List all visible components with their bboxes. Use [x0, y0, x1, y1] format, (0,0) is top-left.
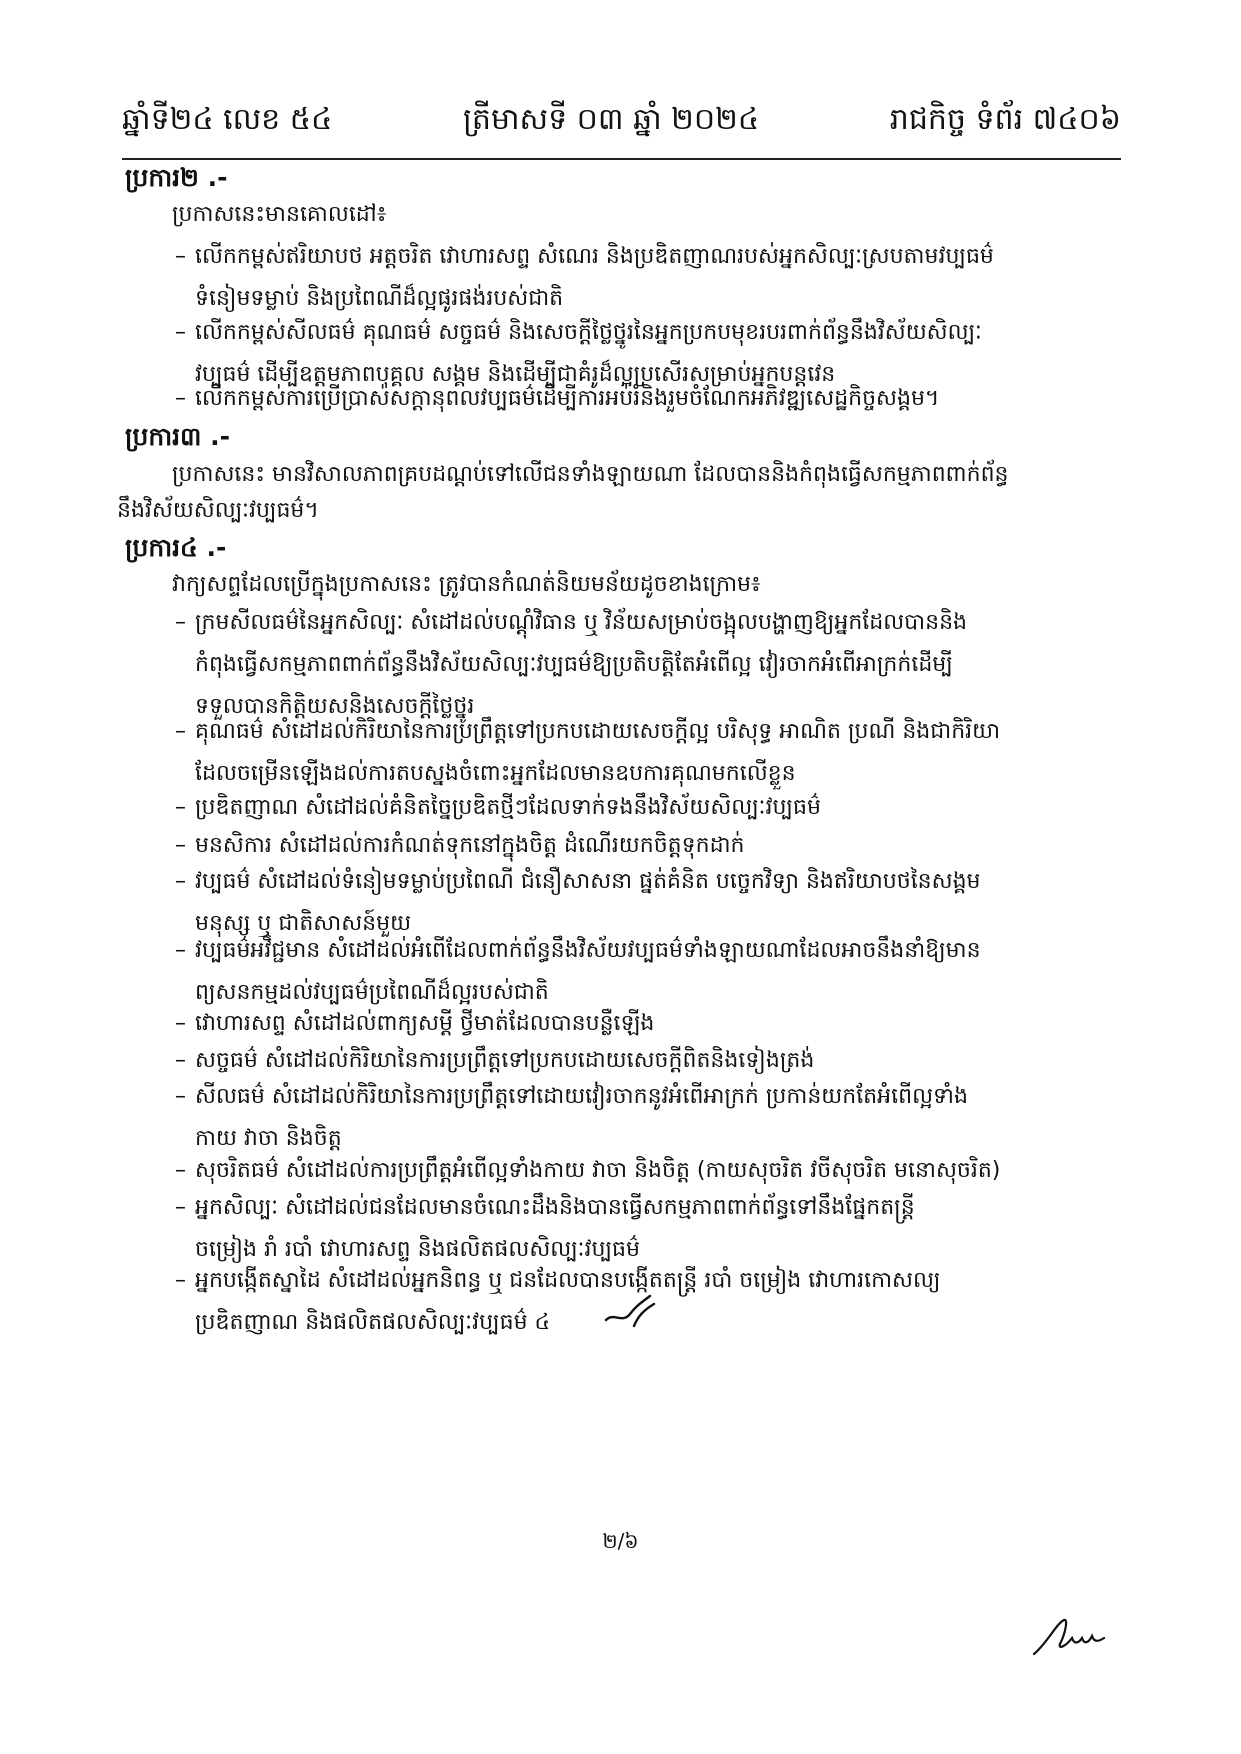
- header-quarter: ត្រីមាសទី ០៣ ឆ្នាំ ២០២៤: [462, 102, 760, 137]
- page-number: ២/៦: [602, 1529, 639, 1553]
- definition-line: ព្យសនកម្មដល់វប្បធម៌ប្រពៃណីដ៏ល្អរបស់ជាតិ: [195, 980, 549, 1005]
- signature-icon: [1030, 1612, 1110, 1662]
- definition-line: ក្រមសីលធម៌នៃអ្នកសិល្បៈ សំដៅដល់បណ្តុំវិធាន ឬ វិន័យសម្រាប់ចង្អុលបង្ហាញឱ្យអ្នកដែលបាននិង: [195, 610, 968, 635]
- page-header: [122, 92, 1121, 152]
- article-2-item-1-line-2: ទំនៀមទម្លាប់ និងប្រពៃណីដ៏ល្អផូរផង់របស់ជាតិ: [195, 286, 564, 311]
- definition-morality: – សីលធម៌ សំដៅដល់កិរិយានៃការប្រព្រឹត្តទៅដោយវៀរចាកនូវអំពើអាក្រក់ ប្រកាន់យកតែអំពើល្អទាំង កាយ វាចា និងចិត្ត: [195, 1076, 968, 1160]
- article-4-heading: ប្រការ៤ .-: [125, 533, 227, 562]
- article-2-item-1-line-1: លើកកម្ពស់ឥរិយាបថ អត្តចរិត វោហារសព្ទ សំណេរ និងប្រឌិតញាណរបស់អ្នកសិល្បៈស្របតាមវប្បធម៌: [195, 244, 994, 269]
- article-2-item-1: – លើកកម្ពស់ឥរិយាបថ អត្តចរិត វោហារសព្ទ សំណេរ និងប្រឌិតញាណរបស់អ្នកសិល្បៈស្របតាមវប្បធម៌ ទំនៀមទម្លាប់ និងប្រពៃណីដ៏ល្អផូរផង់របស់ជាតិ: [195, 236, 994, 320]
- article-3-heading: ប្រការ៣ .-: [125, 422, 230, 451]
- article-2-item-2: – លើកកម្ពស់សីលធម៌ គុណធម៌ សច្ចធម៌ និងសេចក្តីថ្លៃថ្នូរនៃអ្នកប្រកបមុខរបរពាក់ព័ន្ធនឹងវិស័យសិល្បៈ វប្បធម៌ ដើម្បីឧត្តមភាពបុគ្គល សង្គម និងដើម្បីជាគំរូដ៏ល្អប្រសើរសម្រាប់អ្នកបន្តវេន: [195, 312, 982, 396]
- definition-line: ប្រឌិតញាណ និងផលិតផលសិល្បៈវប្បធម៌ ៤: [195, 1310, 551, 1335]
- definition-line: ទទួលបានកិត្តិយសនិងសេចក្តីថ្លៃថ្នូរ: [195, 694, 475, 719]
- definition-speech: – វោហារសព្ទ សំដៅដល់ពាក្យសម្តី ថ្វីមាត់ដែលបានបន្លឺឡើង: [195, 1003, 654, 1045]
- article-2-item-2-line-2: វប្បធម៌ ដើម្បីឧត្តមភាពបុគ្គល សង្គម និងដើម្បីជាគំរូដ៏ល្អប្រសើរសម្រាប់អ្នកបន្តវេន: [195, 362, 836, 387]
- definition-artist: – អ្នកសិល្បៈ សំដៅដល់ជនដែលមានចំណេះដឹងនិងបានធ្វើសកម្មភាពពាក់ព័ន្ធទៅនឹងផ្នែកតន្ត្រី ចម្រៀង រាំ របាំ វោហារសព្ទ និងផលិតផលសិល្បៈវប្បធម៌: [195, 1187, 915, 1271]
- definition-line: អ្នកសិល្បៈ សំដៅដល់ជនដែលមានចំណេះដឹងនិងបានធ្វើសកម្មភាពពាក់ព័ន្ធទៅនឹងផ្នែកតន្ត្រី: [195, 1195, 915, 1220]
- definition-line: កំពុងធ្វើសកម្មភាពពាក់ព័ន្ធនឹងវិស័យសិល្បៈវប្បធម៌ឱ្យប្រតិបត្តិតែអំពើល្អ វៀរចាកអំពើអាក្រក់ដើម្បី: [195, 652, 953, 677]
- definition-line: អ្នកបង្កើតស្នាដៃ សំដៅដល់អ្នកនិពន្ធ ឬ ជនដែលបានបង្កើតតន្ត្រី របាំ ចម្រៀង វោហារកោសល្យ: [195, 1268, 941, 1293]
- article-4-intro: វាក្យសព្ទដែលប្រើក្នុងប្រកាសនេះ ត្រូវបានកំណត់និយមន័យដូចខាងក្រោម៖: [172, 572, 761, 597]
- definition-line: សីលធម៌ សំដៅដល់កិរិយានៃការប្រព្រឹត្តទៅដោយវៀរចាកនូវអំពើអាក្រក់ ប្រកាន់យកតែអំពើល្អទាំង: [195, 1084, 968, 1109]
- definition-creativity: – ប្រឌិតញាណ សំដៅដល់គំនិតច្នៃប្រឌិតថ្មីៗដែលទាក់ទងនឹងវិស័យសិល្បៈវប្បធម៌: [195, 787, 821, 829]
- definition-line: ដែលចម្រើនឡើងដល់ការតបស្នងចំពោះអ្នកដែលមានឧបការគុណមកលើខ្លួន: [195, 761, 796, 786]
- definition-negative-culture: – វប្បធម៌អវិជ្ជមាន សំដៅដល់អំពើដែលពាក់ព័ន្ធនឹងវិស័យវប្បធម៌ទាំងឡាយណាដែលអាចនឹងនាំឱ្យមាន ព្យសនកម្មដល់វប្បធម៌ប្រពៃណីដ៏ល្អរបស់ជាតិ: [195, 930, 981, 1014]
- definition-line: មនសិការ សំដៅដល់ការកំណត់ទុកនៅក្នុងចិត្ត ដំណើរយកចិត្តទុកដាក់: [195, 833, 745, 858]
- article-3-line-1: ប្រកាសនេះ មានវិសាលភាពគ្របដណ្តប់ទៅលើជនទាំងឡាយណា ដែលបាននិងកំពុងធ្វើសកម្មភាពពាក់ព័ន្ធ: [172, 462, 1009, 487]
- header-issue: ឆ្នាំទី២៤ លេខ ៥៤: [122, 102, 333, 137]
- definition-line: វប្បធម៌ សំដៅដល់ទំនៀមទម្លាប់ប្រពៃណី ជំនឿសាសនា ផ្នត់គំនិត បច្ចេកវិទ្យា និងឥរិយាបថនៃសង្គម: [195, 869, 981, 894]
- article-2-item-3-line-1: លើកកម្ពស់ការប្រើប្រាស់សក្តានុពលវប្បធម៌ដើម្បីការអប់រំនិងរួមចំណែកអភិវឌ្ឍសេដ្ឋកិច្ចសង្គម។: [195, 386, 940, 411]
- article-2-heading: ប្រការ២ .-: [125, 163, 228, 192]
- header-page-ref: រាជកិច្ច ទំព័រ ៧៤០៦: [889, 102, 1121, 137]
- article-2-intro: ប្រកាសនេះមានគោលដៅ៖: [172, 202, 387, 227]
- definition-culture: – វប្បធម៌ សំដៅដល់ទំនៀមទម្លាប់ប្រពៃណី ជំនឿសាសនា ផ្នត់គំនិត បច្ចេកវិទ្យា និងឥរិយាបថនៃសង្គម មនុស្ស ឬ ជាតិសាសន៍មួយ: [195, 861, 981, 945]
- definition-line: សុចរិតធម៌ សំដៅដល់ការប្រព្រឹត្តអំពើល្អទាំងកាយ វាចា និងចិត្ត (កាយសុចរិត វចីសុចរិត មនោសុចរិត): [195, 1158, 1001, 1183]
- definition-line: កាយ វាចា និងចិត្ត: [195, 1126, 342, 1151]
- definition-line: វោហារសព្ទ សំដៅដល់ពាក្យសម្តី ថ្វីមាត់ដែលបានបន្លឺឡើង: [195, 1011, 655, 1036]
- definition-conscience: – មនសិការ សំដៅដល់ការកំណត់ទុកនៅក្នុងចិត្ត ដំណើរយកចិត្តទុកដាក់: [195, 825, 744, 867]
- definition-line: វប្បធម៌អវិជ្ជមាន សំដៅដល់អំពើដែលពាក់ព័ន្ធនឹងវិស័យវប្បធម៌ទាំងឡាយណាដែលអាចនឹងនាំឱ្យមាន: [195, 938, 981, 963]
- article-2-item-2-line-1: លើកកម្ពស់សីលធម៌ គុណធម៌ សច្ចធម៌ និងសេចក្តីថ្លៃថ្នូរនៃអ្នកប្រកបមុខរបរពាក់ព័ន្ធនឹងវិស័យសិល្បៈ: [195, 320, 982, 345]
- header-divider: [122, 158, 1121, 160]
- definition-truthfulness: – សច្ចធម៌ សំដៅដល់កិរិយានៃការប្រព្រឹត្តទៅប្រកបដោយសេចក្តីពិតនិងទៀងត្រង់: [195, 1040, 814, 1082]
- initial-mark-icon: [600, 1290, 660, 1334]
- definition-righteousness: – សុចរិតធម៌ សំដៅដល់ការប្រព្រឹត្តអំពើល្អទាំងកាយ វាចា និងចិត្ត (កាយសុចរិត វចីសុចរិត មនោសុចរិត): [195, 1150, 1000, 1192]
- definition-line: មនុស្ស ឬ ជាតិសាសន៍មួយ: [195, 911, 412, 936]
- definition-line: ប្រឌិតញាណ សំដៅដល់គំនិតច្នៃប្រឌិតថ្មីៗដែលទាក់ទងនឹងវិស័យសិល្បៈវប្បធម៌: [195, 795, 821, 820]
- definition-line: ចម្រៀង រាំ របាំ វោហារសព្ទ និងផលិតផលសិល្បៈវប្បធម៌: [195, 1237, 640, 1262]
- definition-creator: – អ្នកបង្កើតស្នាដៃ សំដៅដល់អ្នកនិពន្ធ ឬ ជនដែលបានបង្កើតតន្ត្រី របាំ ចម្រៀង វោហារកោសល្យ ប្រឌិតញាណ និងផលិតផលសិល្បៈវប្បធម៌ ៤: [195, 1260, 940, 1344]
- article-3-line-2: នឹងវិស័យសិល្បៈវប្បធម៌។: [117, 498, 319, 523]
- definition-virtue: – គុណធម៌ សំដៅដល់កិរិយានៃការប្រព្រឹត្តទៅប្រកបដោយសេចក្តីល្អ បរិសុទ្ធ អាណិត ប្រណី និងជាកិរិយា ដែលចម្រើនឡើងដល់ការតបស្នងចំពោះអ្នកដែលមានឧបការគុណមកលើខ្លួន: [195, 711, 1000, 795]
- definition-line: គុណធម៌ សំដៅដល់កិរិយានៃការប្រព្រឹត្តទៅប្រកបដោយសេចក្តីល្អ បរិសុទ្ធ អាណិត ប្រណី និងជាកិរិយា: [195, 719, 1001, 744]
- article-2-item-3: – លើកកម្ពស់ការប្រើប្រាស់សក្តានុពលវប្បធម៌ដើម្បីការអប់រំនិងរួមចំណែកអភិវឌ្ឍសេដ្ឋកិច្ចសង្គម។: [195, 378, 939, 420]
- definition-line: សច្ចធម៌ សំដៅដល់កិរិយានៃការប្រព្រឹត្តទៅប្រកបដោយសេចក្តីពិតនិងទៀងត្រង់: [195, 1048, 815, 1073]
- definition-code-of-ethics: – ក្រមសីលធម៌នៃអ្នកសិល្បៈ សំដៅដល់បណ្តុំវិធាន ឬ វិន័យសម្រាប់ចង្អុលបង្ហាញឱ្យអ្នកដែលបាននិង កំពុងធ្វើសកម្មភាពពាក់ព័ន្ធនឹងវិស័យសិល្បៈវប្បធម៌ឱ្យប្រតិបត្តិតែអំពើល្អ វៀរចាកអំពើអាក្រក់ដើម្បី ទទួលបានកិត្តិយសនិងសេចក្តីថ្លៃថ្នូរ: [195, 602, 967, 728]
